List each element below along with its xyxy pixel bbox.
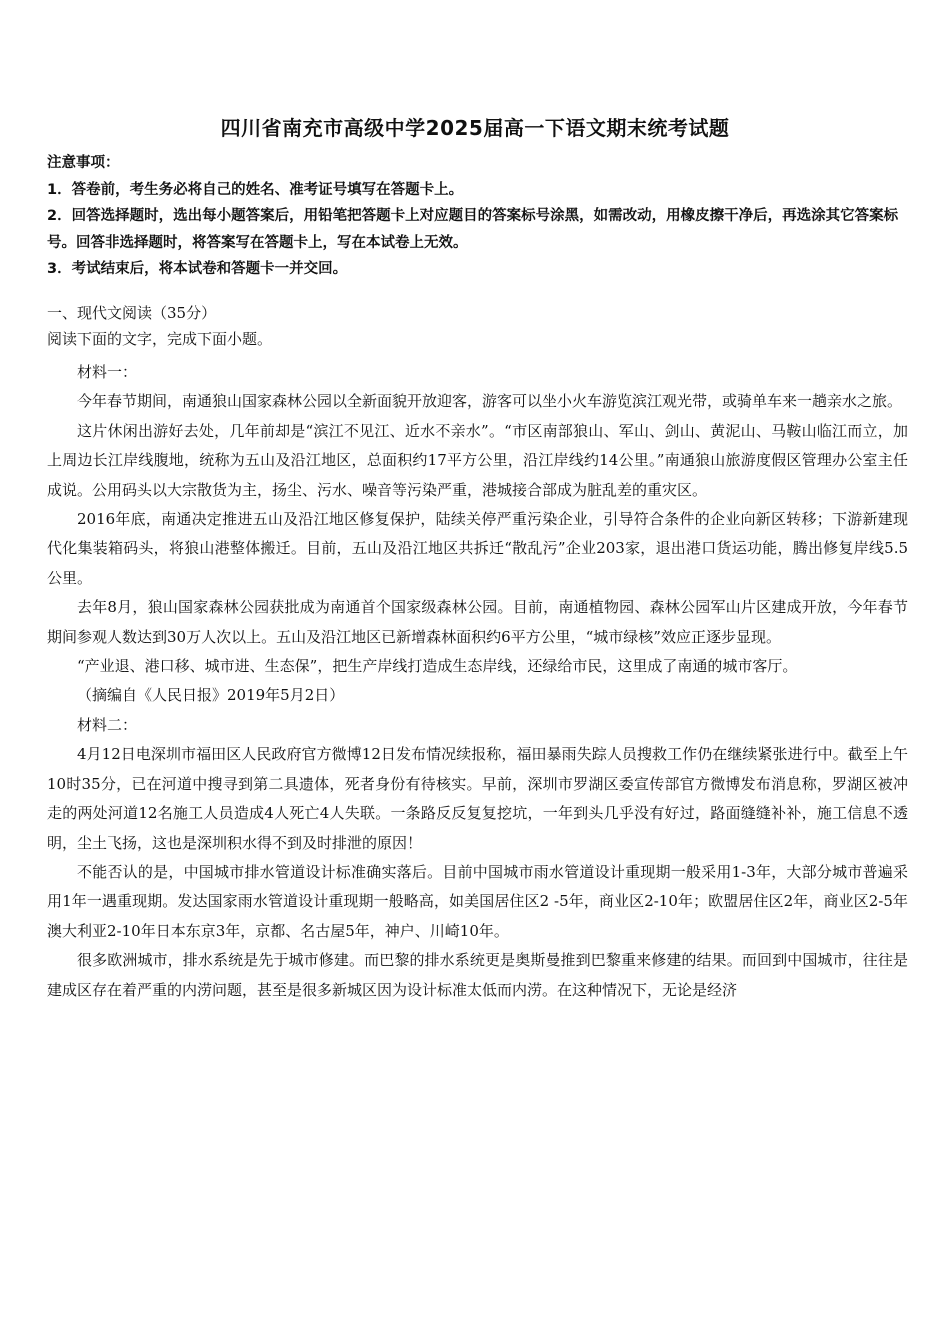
reading-material	[47, 358, 908, 1005]
material-paragraph: “产业退、港口移、城市进、生态保”，把生产岸线打造成生态岸线，还绿给市民，这里成了南通的城市客厅。	[77, 657, 798, 676]
section-instruction: 阅读下面的文字，完成下面小题。	[47, 330, 273, 348]
notice-heading: 注意事项：	[47, 155, 120, 171]
exam-title: 四川省南充市高级中学2025届高一下语文期末统考试题	[220, 116, 730, 140]
material-source: （摘编自《人民日报》2019年5月2日）	[77, 686, 345, 705]
notice-item: 2．回答选择题时，选出每小题答案后，用铅笔把答题卡上对应题目的答案标号涂黑，如需改动，用橡皮擦干净后，再选涂其它答案标号。回答非选择题时，将答案写在答题卡上，写在本试卷上无效。	[47, 208, 899, 251]
material-paragraph: 去年8月，狼山国家森林公园获批成为南通首个国家级森林公园。目前，南通植物园、森林公园军山片区建成开放，今年春节期间参观人数达到30万人次以上。五山及沿江地区已新增森林面积约6平方公里，“城市绿核”效应正逐步显现。	[47, 598, 908, 646]
material-paragraph: 不能否认的是，中国城市排水管道设计标准确实落后。目前中国城市雨水管道设计重现期一般采用1-3年，大部分城市普遍采用1年一遇重现期。发达国家雨水管道设计重现期一般略高，如美国居住区2 -5年，商业区2-10年；欧盟居住区2年，商业区2-5年澳大利亚2-10年日本东京3年，京都、名古屋5年，神户、川崎10年。	[47, 862, 908, 940]
section-header	[47, 300, 917, 352]
material-paragraph: 2016年底，南通决定推进五山及沿江地区修复保护，陆续关停严重污染企业，引导符合条件的企业向新区转移；下游新建现代化集装箱码头，将狼山港整体搬迁。目前，五山及沿江地区共拆迁“散乱污”企业203家，退出港口货运功能，腾出修复岸线5.5公里。	[47, 510, 908, 587]
notice-block	[47, 150, 917, 283]
material-label: 材料一：	[77, 363, 138, 381]
material-label: 材料二：	[77, 715, 138, 734]
section-heading: 一、现代文阅读（35分）	[47, 304, 217, 322]
material-paragraph: 今年春节期间，南通狼山国家森林公园以全新面貌开放迎客，游客可以坐小火车游览滨江观光带，或骑单车来一趟亲水之旅。	[77, 392, 903, 411]
notice-item: 3．考试结束后，将本试卷和答题卡一并交回。	[47, 261, 348, 277]
material-paragraph: 这片休闲出游好去处，几年前却是“滨江不见江、近水不亲水”。“市区南部狼山、军山、剑山、黄泥山、马鞍山临江而立，加上周边长江岸线腹地，统称为五山及沿江地区，总面积约17平方公里，沿江岸线约14公里。”南通狼山旅游度假区管理办公室主任成说。公用码头以大宗散货为主，扬尘、污水、噪音等污染严重，港城接合部成为脏乱差的重灾区。	[47, 421, 908, 499]
notice-item: 1．答卷前，考生务必将自己的姓名、准考证号填写在答题卡上。	[47, 181, 464, 198]
material-paragraph: 很多欧洲城市，排水系统是先于城市修建。而巴黎的排水系统更是奥斯曼推到巴黎重来修建的结果。而回到中国城市，往往是建成区存在着严重的内涝问题，甚至是很多新城区因为设计标准太低而内涝。在这种情况下，无论是经济	[47, 951, 908, 999]
material-paragraph: 4月12日电深圳市福田区人民政府官方微博12日发布情况续报称，福田暴雨失踪人员搜救工作仍在继续紧张进行中。截至上午10时35分，已在河道中搜寻到第二具遗体，死者身份有待核实。早前，深圳市罗湖区委宣传部官方微博发布消息称，罗湖区被冲走的两处河道12名施工人员造成4人死亡4人失联。一条路反反复复挖坑，一年到头几乎没有好过，路面缝缝补补，施工信息不透明，尘土飞扬，这也是深圳积水得不到及时排泄的原因！	[47, 745, 908, 852]
